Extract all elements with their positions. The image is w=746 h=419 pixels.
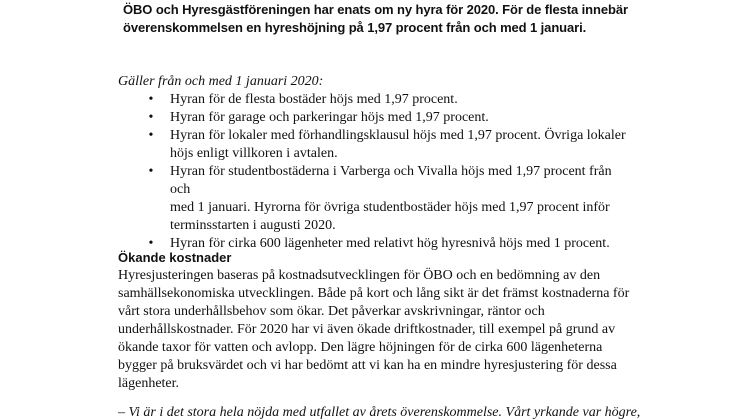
body-line: vårt stora underhållsbehov som ökar. Det påverkar avskrivningar, räntor och — [118, 304, 545, 319]
list-item — [146, 127, 628, 163]
list-item-line: Hyran för lokaler med förhandlingsklausul höjs med 1,97 procent. Övriga lokaler — [170, 128, 626, 143]
section-heading: Ökande kostnader — [118, 250, 232, 265]
body-line: ökande taxor för vatten och avlopp. Den lägre höjningen för de cirka 600 lägenheterna — [118, 340, 603, 355]
rent-change-list — [146, 91, 628, 253]
list-item — [146, 91, 628, 109]
intro-line: ÖBO och Hyresgästföreningen har enats om ny hyra för 2020. För de flesta innebär — [123, 2, 628, 17]
list-item — [146, 109, 628, 127]
bullet-icon: • — [148, 110, 154, 125]
body-line: bygger på bruksvärdet och vi har bedömt att vi kan ha en mindre hyresjustering för dessa — [118, 358, 617, 373]
list-item-line: Hyran för de flesta bostäder höjs med 1,97 procent. — [170, 92, 458, 107]
list-item-line: Hyran för studentbostäderna i Varberga och Vivalla höjs med 1,97 procent från och — [170, 164, 612, 197]
body-line: underhållskostnader. För 2020 har vi även ökade driftkostnader, till exempel på grund av — [118, 322, 616, 337]
body-line: Hyresjusteringen baseras på kostnadsutvecklingen för ÖBO och en bedömning av den — [118, 268, 601, 283]
body-line: lägenheter. — [118, 376, 180, 391]
bullet-icon: • — [148, 92, 154, 107]
list-item — [146, 163, 628, 235]
list-item-line: med 1 januari. Hyrorna för övriga studentbostäder höjs med 1,97 procent inför — [170, 200, 610, 215]
list-item-line: terminsstarten i augusti 2020. — [170, 218, 336, 233]
quote-line: – Vi är i det stora hela nöjda med utfallet av årets överenskommelse. Vårt yrkande var högre, — [118, 405, 641, 419]
body-line: samhällsekonomiska utvecklingen. Både på kort och lång sikt är det främst kostnaderna för — [118, 286, 630, 301]
bullet-icon: • — [148, 164, 154, 179]
intro-line: överenskommelsen en hyreshöjning på 1,97 procent från och med 1 januari. — [123, 20, 587, 35]
bullet-icon: • — [148, 128, 154, 143]
bullet-icon: • — [148, 236, 154, 251]
intro-paragraph — [123, 1, 643, 37]
list-item-line: Hyran för garage och parkeringar höjs med 1,97 procent. — [170, 110, 489, 125]
body-paragraph — [118, 267, 630, 393]
list-item-line: Hyran för cirka 600 lägenheter med relativt hög hyresnivå höjs med 1 procent. — [170, 236, 610, 251]
valid-from-heading: Gäller från och med 1 januari 2020: — [118, 74, 324, 89]
list-item-line: höjs enligt villkoren i avtalen. — [170, 146, 338, 161]
